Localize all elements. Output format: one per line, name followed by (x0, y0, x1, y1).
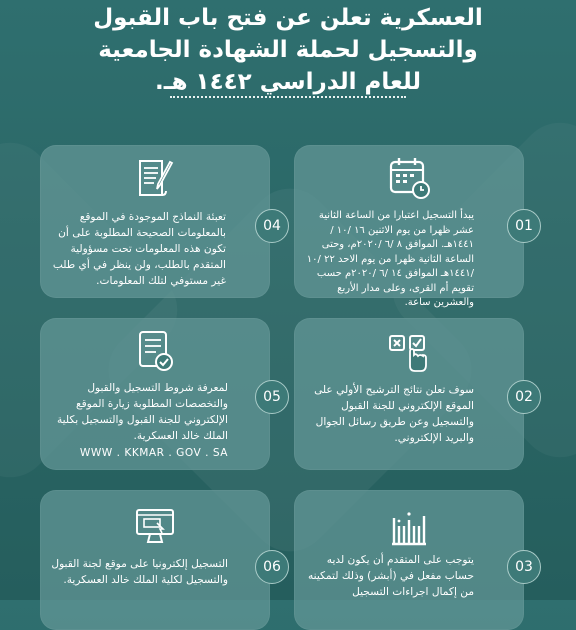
checklist-icon (132, 328, 178, 374)
card-05-number: 05 (255, 380, 289, 414)
title-divider (170, 96, 406, 98)
card-06-number: 06 (255, 550, 289, 584)
website-link[interactable]: WWW . KKMAR . GOV . SA (79, 447, 228, 459)
card-03-text: يتوجب على المتقدم أن يكون لديه حساب مفعل في (أبشر) وذلك لتمكينه من إكمال اجراءات التسجيل (307, 554, 474, 598)
calendar-icon (386, 155, 432, 201)
info-card-05 (40, 318, 281, 470)
card-04-number: 04 (255, 209, 289, 243)
card-03-number: 03 (507, 550, 541, 584)
info-card-06 (40, 490, 281, 630)
document-pen-icon (132, 155, 178, 201)
card-05-text (48, 380, 228, 461)
info-card-01 (294, 145, 533, 308)
info-card-03 (294, 490, 533, 630)
card-06-text: التسجيل إلكترونيا على موقع لجنة القبول والتسجيل لكلية الملك خالد العسكرية. (51, 558, 228, 586)
card-02-number: 02 (507, 380, 541, 414)
info-card-04 (40, 145, 281, 298)
card-04-text: تعبئة النماذج الموجودة في الموقع بالمعلومات الصحيحة المطلوبة على أن تكون هذه المعلومات تحت مسؤولية المتقدم بالطلب، ولن ينظر في أي طلب غير مستوفي لتلك المعلومات. (52, 211, 226, 287)
title-line-3: للعام الدراسي ١٤٤٢ هـ. (154, 69, 422, 95)
computer-icon (132, 504, 178, 550)
card-01-text: يبدأ التسجيل اعتبارا من الساعة الثانية عشر ظهرا من يوم الاثنين ١٦ /١٠ /١٤٤١هـ. الموافق ٨ /٦ /٢٠٢٠م، وحتى الساعة الثانية ظهرا من يوم الاحد ٢٢ /١٠ /١٤٤١هـ الموافق ١٤ /٦ /٢٠٢٠م حسب تقويم أم القرى، وعلى مدار الأربع والعشرين ساعة. (306, 210, 474, 308)
info-card-02 (294, 318, 533, 470)
card-05-body: لمعرفة شروط التسجيل والقبول والتخصصات المطلوبة زيارة الموقع الإلكتروني للجنة القبول والتسجيل بكلية الملك خالد العسكرية. (57, 382, 228, 442)
title-line-2: والتسجيل لحملة الشهادة الجامعية (98, 37, 478, 63)
card-01-number: 01 (507, 209, 541, 243)
absher-logo-icon (386, 506, 432, 552)
page-title (0, 2, 576, 98)
title-line-1: العسكرية تعلن عن فتح باب القبول (93, 5, 483, 31)
card-02-text: سوف تعلن نتائج الترشيح الأولي على الموقع الإلكتروني للجنة القبول والتسجيل وعن طريق رسائل الجوال والبريد الإلكتروني. (314, 384, 474, 444)
checkbox-tap-icon (386, 328, 432, 374)
